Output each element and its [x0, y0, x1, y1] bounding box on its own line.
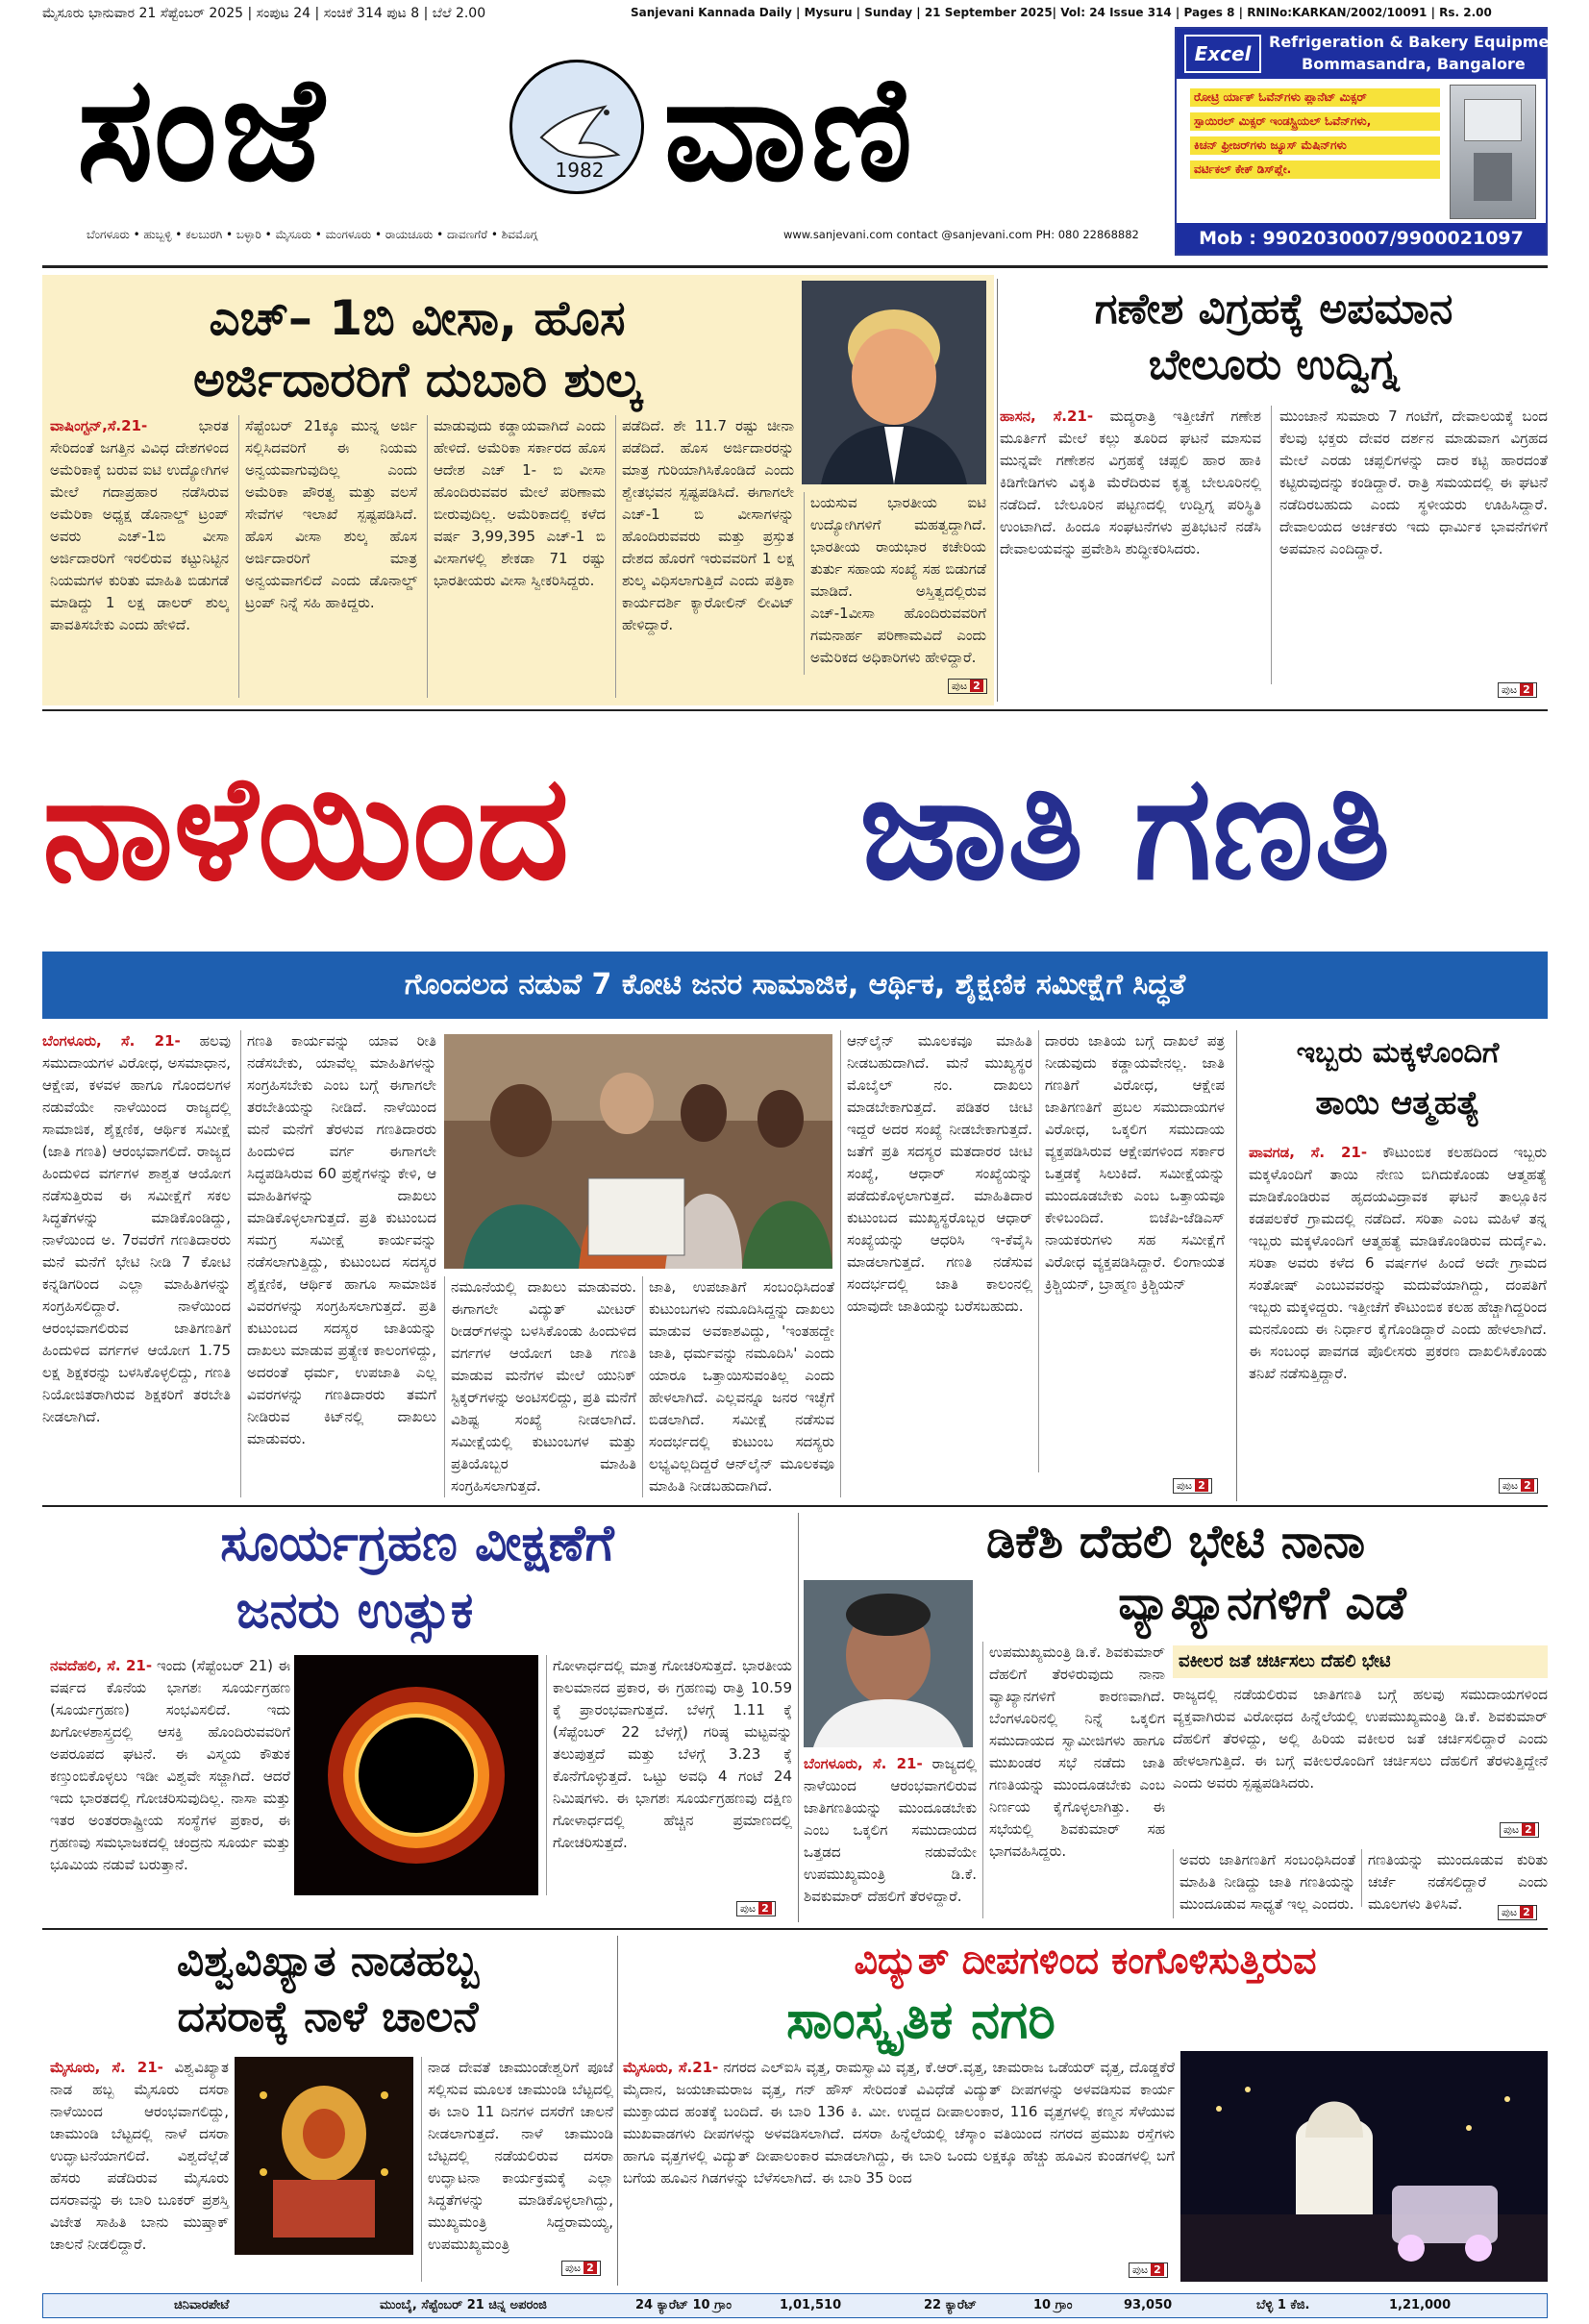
eclipse-page-num: 2 [758, 1902, 772, 1915]
ad-mobile: Mob : 9902030007/9900021097 [1177, 223, 1546, 254]
ad-machine-image [1450, 85, 1536, 219]
lead-top-rule [42, 709, 1548, 711]
dasara-col-1-text: ವಿಶ್ವವಿಖ್ಯಾತ ನಾಡ ಹಬ್ಬ ಮೈಸೂರು ದಸರಾ ನಾಳೆಯಿಂದ ಆರಂಭವಾಗಲಿದ್ದು, ಚಾಮುಂಡಿ ಬೆಟ್ಟದಲ್ಲಿ ನಾಳೆ ದಸರಾ ಉದ್ಘಾಟನೆಯಾಗಲಿದೆ. ವಿಶ್ವದೆಲ್ಲೆಡೆ ಹೆಸರು ಪಡೆದಿರುವ ಮೈಸೂರು ದಸರಾವನ್ನು ಈ ಬಾರಿ ಬೂಕರ್ ಪ್ರಶಸ್ತಿ ವಿಜೇತ ಸಾಹಿತಿ ಬಾನು ಮುಷ್ತಾಕ್ ಚಾಲನೆ ನೀಡಲಿದ್ದಾರೆ. [50, 2059, 229, 2253]
ad-top[interactable] [1175, 27, 1568, 256]
eclipse-headline-line-1 [42, 1511, 792, 1576]
lead-headline-part-2: ಜಾತಿ ಗಣತಿ [859, 745, 1391, 912]
visa-headline-1: ಎಚ್‌– 1ಬಿ ವೀಸಾ, ಹೊಸ [209, 290, 626, 346]
dasara-dateline: ಮೈಸೂರು, ಸೆ. 21- [50, 2059, 163, 2076]
dk-headline-1: ಡಿಕೆಶಿ ದೆಹಲಿ ಭೇಟಿ ನಾನಾ [985, 1515, 1366, 1569]
lead-col-1-text: ಹಲವು ಸಮುದಾಯಗಳ ವಿರೋಧ, ಅಸಮಾಧಾನ, ಆಕ್ಷೇಪ, ಕಳವಳ ಹಾಗೂ ಗೊಂದಲಗಳ ನಡುವೆಯೇ ನಾಳೆಯಿಂದ ರಾಜ್ಯದಲ್ಲಿ ಸಾಮಾಜಿಕ, ಶೈಕ್ಷಣಿಕ, ಆರ್ಥಿಕ ಸಮೀಕ್ಷೆ (ಜಾತಿ ಗಣತಿ) ಆರಂಭವಾಗಲಿದೆ. ರಾಜ್ಯದ ಹಿಂದುಳಿದ ವರ್ಗಗಳ ಶಾಶ್ವತ ಆಯೋಗ ನಡೆಸುತ್ತಿರುವ ಈ ಸಮೀಕ್ಷೆಗೆ ಸಕಲ ಸಿದ್ಧತೆಗಳನ್ನು ಮಾಡಿಕೊಂಡಿದ್ದು, ನಾಳೆಯಿಂದ ಅ. 7ರವರೆಗೆ ಗಣತಿದಾರರು ಮನೆ ಮನೆಗೆ ಭೇಟಿ ನೀಡಿ 7 ಕೋಟಿ ಕನ್ನಡಿಗರಿಂದ ಎಲ್ಲಾ ಮಾಹಿತಿಗಳನ್ನು ಸಂಗ್ರಹಿಸಲಿದ್ದಾರೆ. ನಾಳೆಯಿಂದ ಆರಂಭವಾಗಲಿರುವ ಜಾತಿಗಣತಿಗೆ ಹಿಂದುಳಿದ ವರ್ಗಗಳ ಆಯೋಗ 1.75 ಲಕ್ಷ ಶಿಕ್ಷಕರನ್ನು ಬಳಸಿಕೊಳ್ಳಲಿದ್ದು, ಗಣತಿ ನಿಯೋಜಿತರಾಗಿರುವ ಶಿಕ್ಷಕರಿಗೆ ತರಬೇತಿ ನೀಡಲಾಗಿದೆ. [42, 1032, 231, 1425]
dk-sidebar-title: ವಕೀಲರ ಜತೆ ಚರ್ಚಿಸಲು ದೆಹಲಿ ಭೇಟಿ [1173, 1645, 1548, 1678]
lead-headline-part-1: ನಾಳೆಯಿಂದ [42, 745, 570, 912]
trump-photo [802, 281, 986, 484]
lower-vertical-rule [798, 1513, 799, 1922]
ganesha-headline-2: ಬೇಲೂರು ಉದ್ವಿಗ್ನ [1148, 340, 1400, 389]
bullion-footer [42, 2293, 1548, 2318]
lead-col-6: ದಾರರು ಜಾತಿಯ ಬಗ್ಗೆ ದಾಖಲೆ ಪತ್ರ ನೀಡುವುದು ಕಡ್ಡಾಯವೇನಲ್ಲ. ಜಾತಿ ಗಣತಿಗೆ ವಿರೋಧ, ಆಕ್ಷೇಪ ಜಾತಿಗಣತಿಗೆ ಪ್ರಬಲ ಸಮುದಾಯಗಳ ವಿರೋಧ, ಒಕ್ಕಲಿಗ ಸಮುದಾಯ ವ್ಯಕ್ತಪಡಿಸಿರುವ ಆಕ್ಷೇಪಗಳಿಂದ ಸರ್ಕಾರ ಒತ್ತಡಕ್ಕೆ ಸಿಲುಕಿದೆ. ಸಮೀಕ್ಷೆಯನ್ನು ಮುಂದೂಡಬೇಕು ಎಂಬ ಒತ್ತಾಯವೂ ಕೇಳಿಬಂದಿದೆ. ಬಿಜೆಪಿ-ಜೆಡಿಎಸ್ ನಾಯಕರುಗಳು ಸಹ ಸಮೀಕ್ಷೆಗೆ ವಿರೋಧ ವ್ಯಕ್ತಪಡಿಸಿದ್ದಾರೆ. ಲಿಂಗಾಯತ ಕ್ರಿಶ್ಚಿಯನ್, ಬ್ರಾಹ್ಮಣ ಕ್ರಿಶ್ಚಿಯನ್ [1038, 1030, 1225, 1472]
top-vertical-rule [997, 279, 998, 702]
ganesha-page-num: 2 [1520, 683, 1533, 696]
dk-sidebar-page-ref: ಪುಟ [1503, 1823, 1520, 1836]
lead-col-3: ನಮೂನೆಯಲ್ಲಿ ದಾಖಲು ಮಾಡುವರು. ಈಗಾಗಲೇ ವಿದ್ಯುತ್ ಮೀಟರ್ ರೀಡರ್‌ಗಳನ್ನು ಬಳಸಿಕೊಂಡು ಹಿಂದುಳಿದ ವರ್ಗಗಳ ಆಯೋಗ ಜಾತಿ ಗಣತಿ ಮಾಡುವ ಮನೆಗಳ ಮೇಲೆ ಯುನಿಕ್ ಸ್ಟಿಕ್ಕರ್‌ಗಳನ್ನು ಅಂಟಿಸಲಿದ್ದು, ಪ್ರತಿ ಮನೆಗೆ ವಿಶಿಷ್ಟ ಸಂಖ್ಯೆ ನೀಡಲಾಗಿದೆ. ಸಮೀಕ್ಷೆಯಲ್ಲಿ ಕುಟುಂಬಗಳ ಮತ್ತು ಪ್ರತಿಯೊಬ್ಬರ ಮಾಹಿತಿ ಸಂಗ್ರಹಿಸಲಾಗುತ್ತದೆ. [444, 1276, 636, 1497]
visa-page-num: 2 [970, 680, 983, 692]
bullion-22k: 22 ಕ್ಯಾರೆಟ್ [924, 2298, 977, 2312]
illuminated-mysuru-photo [1180, 2051, 1548, 2282]
dk-col-3: ಅವರು ಜಾತಿಗಣತಿಗೆ ಸಂಬಂಧಿಸಿದಂತೆ ಮಾಹಿತಿ ನೀಡಿದ್ದು ಜಾತಿ ಗಣತಿಯನ್ನು ಮುಂದೂಡುವ ಸಾಧ್ಯತೆ ಇಲ್ಲ ಎಂದರು. [1173, 1849, 1355, 1918]
ad-line-1: ರೋಟ್ರಿ ರ್ಯಾಕ್ ಓವೆನ್‌ಗಳು ಪ್ಲಾನೆಟ್ ಮಿಕ್ಸರ್ [1190, 88, 1440, 107]
masthead-dateline: ಮೈಸೂರು ಭಾನುವಾರ 21 ಸೆಪ್ಟೆಂಬರ್ 2025 | ಸಂಪುಟ 24 | ಸಂಚಿಕೆ 314 ಪುಟ 8 | ಬೆಲೆ 2.00 [42, 6, 486, 21]
visa-col-3: ಮಾಡುವುದು ಕಡ್ಡಾಯವಾಗಿದೆ ಎಂದು ಹೇಳಿದೆ. ಅಮೆರಿಕಾ ಸರ್ಕಾರದ ಹೊಸ ಆದೇಶ ಎಚ್ 1- ಬಿ ವೀಸಾ ಹೊಂದಿರುವವರ ಮೇಲೆ ಪರಿಣಾಮ ಬೀರುವುದಿಲ್ಲ. ಅಮೆರಿಕಾದಲ್ಲಿ ಕಳೆದ ವರ್ಷ 3,99,395 ಎಚ್-1 ಬಿ ವೀಸಾಗಳಲ್ಲಿ ಶೇಕಡಾ 71 ರಷ್ಟು ಭಾರತೀಯರು ವೀಸಾ ಸ್ವೀಕರಿಸಿದ್ದರು. [427, 415, 606, 698]
dk-page-ref: ಪುಟ [1502, 1906, 1518, 1918]
lead-subhead: ಗೊಂದಲದ ನಡುವೆ 7 ಕೋಟಿ ಜನರ ಸಾಮಾಜಿಕ, ಆರ್ಥಿಕ, ಶೈಕ್ಷಣಿಕ ಸಮೀಕ್ಷೆಗೆ ಸಿದ್ಧತೆ [42, 952, 1548, 1019]
ad-line-3: ಕಿಚನ್ ಫ್ರೀಜರ್‌ಗಳು ಜ್ಯೂಸ್ ಮೆಷಿನ್‌ಗಳು [1190, 136, 1440, 155]
visa-headline-2: ಅರ್ಜಿದಾರರಿಗೆ ದುಬಾರಿ ಶುಲ್ಕ [193, 352, 641, 408]
bottom-vertical-rule [617, 1936, 618, 2286]
lead-body [42, 1030, 1225, 1501]
ad-heading-1: Refrigeration & Bakery Equipment [1269, 33, 1568, 51]
visa-col-2: ಸೆಪ್ಟೆಂಬರ್ 21ಕ್ಕೂ ಮುನ್ನ ಅರ್ಜಿ ಸಲ್ಲಿಸಿದವರಿಗೆ ಈ ನಿಯಮ ಅನ್ವಯವಾಗುವುದಿಲ್ಲ ಎಂದು ಅಮೆರಿಕಾ ಪೌರತ್ವ ಮತ್ತು ವಲಸೆ ಸೇವೆಗಳ ಇಲಾಖೆ ಸ್ಪಷ್ಟಪಡಿಸಿದೆ. ಹೊಸ ವೀಸಾ ಶುಲ್ಕ ಹೊಸ ಅರ್ಜಿದಾರರಿಗೆ ಮಾತ್ರ ಅನ್ವಯವಾಗಲಿದೆ ಎಂದು ಡೊನಾಲ್ಡ್ ಟ್ರಂಪ್ ನಿನ್ನೆ ಸಹಿ ಹಾಕಿದ್ದರು. [238, 415, 417, 698]
lights-dateline: ಮೈಸೂರು, ಸೆ.21- [623, 2059, 719, 2076]
ganesha-col-1 [1000, 406, 1261, 698]
bullion-city-date: ಮುಂಬೈ, ಸೆಪ್ಟೆಂಬರ್ 21 ಚಿನ್ನ ಅಪರಂಜಿ [380, 2298, 547, 2312]
visa-page-ref: ಪುಟ [952, 680, 968, 692]
story-dasara [42, 1934, 613, 2286]
lead-col-5: ಆನ್‌ಲೈನ್ ಮೂಲಕವೂ ಮಾಹಿತಿ ನೀಡಬಹುದಾಗಿದೆ. ಮನೆ ಮುಖ್ಯಸ್ಥರ ಮೊಬೈಲ್ ನಂ. ದಾಖಲು ಮಾಡಬೇಕಾಗುತ್ತದೆ. ಪಡಿತರ ಚೀಟಿ ಇದ್ದರೆ ಅದರ ಸಂಖ್ಯೆ ನೀಡಬೇಕಾಗುತ್ತದೆ. ಜತೆಗೆ ಪ್ರತಿ ಸದಸ್ಯರ ಮತದಾರರ ಚೀಟಿ ಸಂಖ್ಯೆ, ಆಧಾರ್ ಸಂಖ್ಯೆಯನ್ನು ಪಡೆದುಕೊಳ್ಳಲಾಗುತ್ತದೆ. ಮಾಹಿತಿದಾರ ಕುಟುಂಬದ ಮುಖ್ಯಸ್ಥರೊಬ್ಬರ ಆಧಾರ್ ಸಂಖ್ಯೆಯನ್ನು ಆಧರಿಸಿ ಇ-ಕೆವೈಸಿ ಮಾಡಲಾಗುತ್ತದೆ. ಗಣತಿ ನಡೆಸುವ ಸಂದರ್ಭದಲ್ಲಿ ಜಾತಿ ಕಾಲಂನಲ್ಲಿ ಯಾವುದೇ ಜಾತಿಯನ್ನು ಬರೆಸಬಹುದು. [840, 1030, 1032, 1497]
story-suicide [1236, 1030, 1548, 1501]
dk-col-2: ಉಪಮುಖ್ಯಮಂತ್ರಿ ಡಿ.ಕೆ. ಶಿವಕುಮಾರ್ ದೆಹಲಿಗೆ ತೆರಳಿರುವುದು ನಾನಾ ವ್ಯಾಖ್ಯಾನಗಳಿಗೆ ಕಾರಣವಾಗಿದೆ. ಬೆಂಗಳೂರಿನಲ್ಲಿ ನಿನ್ನೆ ಒಕ್ಕಲಿಗ ಸಮುದಾಯದ ಸ್ವಾಮೀಜಿಗಳು ಹಾಗೂ ಮುಖಂಡರ ಸಭೆ ನಡೆದು ಜಾತಿ ಗಣತಿಯನ್ನು ಮುಂದೂಡಬೇಕು ಎಂಬ ನಿರ್ಣಯ ಕೈಗೊಳ್ಳಲಾಗಿತ್ತು. ಈ ಸಭೆಯಲ್ಲಿ ಶಿವಕುಮಾರ್ ಸಹ ಭಾಗವಹಿಸಿದ್ದರು. [982, 1642, 1165, 1918]
lights-body-text: ನಗರದ ಎಲ್‌ಐಸಿ ವೃತ್ತ, ರಾಮಸ್ವಾಮಿ ವೃತ್ತ, ಕೆ.ಆರ್.ವೃತ್ತ, ಚಾಮರಾಜ ಒಡೆಯರ್ ವೃತ್ತ, ದೊಡ್ಡಕೆರೆ ಮೈದಾನ, ಜಯಚಾಮರಾಜ ವೃತ್ತ, ಗನ್ ಹೌಸ್ ಸೇರಿದಂತೆ ವಿವಿಧೆಡೆ ವಿದ್ಯುತ್ ದೀಪಗಳನ್ನು ಅಳವಡಿಸುವ ಕಾರ್ಯ ಮುಕ್ತಾಯದ ಹಂತಕ್ಕೆ ಬಂದಿದೆ. ಈ ಬಾರಿ 136 ಕಿ. ಮೀ. ಉದ್ದದ ದೀಪಾಲಂಕಾರ, 116 ವೃತ್ತಗಳಲ್ಲಿ ಕಣ್ಮನ ಸೆಳೆಯುವ ಮುಖವಾಡಗಳು ದೀಪಗಳನ್ನು ಅಳವಡಿಸಲಾಗಿದೆ. ದಸರಾ ಹಿನ್ನೆಲೆಯಲ್ಲಿ ಚೆಸ್ಕಾಂ ವತಿಯಿಂದ ನಗರದ ಪ್ರಮುಖ ರಸ್ತೆಗಳು ಹಾಗೂ ವೃತ್ತಗಳಲ್ಲಿ ವಿದ್ಯುತ್ ದೀಪಾಲಂಕಾರ ಮಾಡಲಾಗಿದ್ದು, ಈ ಬಾರಿ ಒಂದು ಲಕ್ಷಕ್ಕೂ ಹೆಚ್ಚು ಹೂವಿನ ಕುಂಡಗಳಲ್ಲಿ ಬಗೆ ಬಗೆಯ ಹೂವಿನ ಗಿಡಗಳನ್ನು ಬೆಳೆಸಲಾಗಿದೆ. ಈ ಬಾರಿ 35 ರಿಂದ [623, 2059, 1175, 2187]
story-visa [42, 275, 994, 705]
lead-col-2-text: ಗಣತಿ ಕಾರ್ಯವನ್ನು ಯಾವ ರೀತಿ ನಡೆಸಬೇಕು, ಯಾವೆಲ್ಲ ಮಾಹಿತಿಗಳನ್ನು ಸಂಗ್ರಹಿಸಬೇಕು ಎಂಬ ಬಗ್ಗೆ ಈಗಾಗಲೇ ತರಬೇತಿಯನ್ನು ನೀಡಿದೆ. ನಾಳೆಯಿಂದ ಮನೆ ಮನೆಗೆ ತೆರಳುವ ಗಣತಿದಾರರು ಹಿಂದುಳಿದ ವರ್ಗ ಈಗಾಗಲೇ ಸಿದ್ಧಪಡಿಸಿರುವ 60 ಪ್ರಶ್ನೆಗಳನ್ನು ಕೇಳಿ, ಆ ಮಾಹಿತಿಗಳನ್ನು ದಾಖಲು ಮಾಡಿಕೊಳ್ಳಲಾಗುತ್ತದೆ. ಪ್ರತಿ ಕುಟುಂಬದ ಸಮಗ್ರ ಸಮೀಕ್ಷೆ ಕಾರ್ಯವನ್ನು ನಡೆಸಲಾಗುತ್ತಿದ್ದು, ಕುಟುಂಬದ ಸದಸ್ಯರ ಶೈಕ್ಷಣಿಕ, ಆರ್ಥಿಕ ಹಾಗೂ ಸಾಮಾಜಿಕ ವಿವರಗಳನ್ನು ಸಂಗ್ರಹಿಸಲಾಗುತ್ತದೆ. ಪ್ರತಿ ಕುಟುಂಬದ ಸದಸ್ಯರ ಜಾತಿಯನ್ನು ದಾಖಲು ಮಾಡುವ ಪ್ರತ್ಯೇಕ ಕಾಲಂಗಳಿದ್ದು, ಅದರಂತೆ ಧರ್ಮ, ಉಪಜಾತಿ ಎಲ್ಲ ವಿವರಗಳನ್ನು ಗಣತಿದಾರರು ತಮಗೆ ನೀಡಿರುವ ಕಿಟ್‌ನಲ್ಲಿ ದಾಖಲು ಮಾಡುವರು. [247, 1032, 436, 1447]
suicide-page-num: 2 [1521, 1479, 1534, 1492]
story-ganesha [1000, 275, 1548, 705]
visa-col-4: ಪಡೆದಿದೆ. ಶೇ 11.7 ರಷ್ಟು ಚೀನಾ ಪಡೆದಿದೆ. ಹೊಸ ಅರ್ಜಿದಾರರನ್ನು ಮಾತ್ರ ಗುರಿಯಾಗಿಸಿಕೊಂಡಿದೆ ಎಂದು ಶ್ವೇತಭವನ ಸ್ಪಷ್ಟಪಡಿಸಿದೆ. ಈಗಾಗಲೇ ಎಚ್-1 ಬಿ ವೀಸಾಗಳನ್ನು ಹೊಂದಿರುವವರು ಮತ್ತು ಪ್ರಸ್ತುತ ದೇಶದ ಹೊರಗೆ ಇರುವವರಿಗೆ 1 ಲಕ್ಷ ಶುಲ್ಕ ವಿಧಿಸಲಾಗುತ್ತಿದೆ ಎಂದು ಪತ್ರಿಕಾ ಕಾರ್ಯದರ್ಶಿ ಕ್ಯಾರೋಲಿನ್ ಲೀವಿಟ್ ಹೇಳಿದ್ದಾರೆ. [615, 415, 794, 698]
suicide-headline-1: ಇಬ್ಬರು ಮಕ್ಕಳೊಂದಿಗೆ [1296, 1036, 1500, 1070]
ganesha-headline-1: ಗಣೇಶ ವಿಗ್ರಹಕ್ಕೆ ಅಪಮಾನ [1094, 284, 1453, 334]
dasara-col-2: ನಾಡ ದೇವತೆ ಚಾಮುಂಡೇಶ್ವರಿಗೆ ಪೂಜೆ ಸಲ್ಲಿಸುವ ಮೂಲಕ ಚಾಮುಂಡಿ ಬೆಟ್ಟದಲ್ಲಿ ಈ ಬಾರಿ 11 ದಿನಗಳ ದಸರೆಗೆ ಚಾಲನೆ ನೀಡಲಾಗುತ್ತದೆ. ನಾಳೆ ಚಾಮುಂಡಿ ಬೆಟ್ಟದಲ್ಲಿ ನಡೆಯಲಿರುವ ದಸರಾ ಉದ್ಘಾಟನಾ ಕಾರ್ಯಕ್ರಮಕ್ಕೆ ಎಲ್ಲಾ ಸಿದ್ಧತೆಗಳನ್ನು ಮಾಡಿಕೊಳ್ಳಲಾಗಿದ್ದು, ಮುಖ್ಯಮಂತ್ರಿ ಸಿದ್ದರಾಮಯ್ಯ, ಉಪಮುಖ್ಯಮಂತ್ರಿ [421, 2057, 613, 2282]
bullion-silver-price: 1,21,000 [1389, 2298, 1452, 2312]
suicide-headline-2: ತಾಯಿ ಆತ್ಮಹತ್ಯೆ [1315, 1084, 1480, 1123]
suicide-dateline: ಪಾವಗಡ, ಸೆ. 21- [1249, 1144, 1368, 1161]
lead-dateline: ಬೆಂಗಳೂರು, ಸೆ. 21- [42, 1032, 181, 1050]
suicide-body-text: ಕೌಟುಂಬಿಕ ಕಲಹದಿಂದ ಇಬ್ಬರು ಮಕ್ಕಳೊಂದಿಗೆ ತಾಯಿ ನೇಣು ಬಿಗಿದುಕೊಂಡು ಆತ್ಮಹತ್ಯೆ ಮಾಡಿಕೊಂಡಿರುವ ಹೃದಯವಿದ್ರಾವಕ ಘಟನೆ ತಾಲ್ಲೂಕಿನ ಕಡಪಲಕೆರೆ ಗ್ರಾಮದಲ್ಲಿ ನಡೆದಿದೆ. ಸರಿತಾ ಎಂಬ ಮಹಿಳೆ ತನ್ನ ಇಬ್ಬರು ಮಕ್ಕಳೊಂದಿಗೆ ಆತ್ಮಹತ್ಯೆ ಮಾಡಿಕೊಂಡಿರುವ ದುರ್ದೈವಿ. ಸರಿತಾ ಅವರು ಕಳೆದ 6 ವರ್ಷಗಳ ಹಿಂದೆ ಅದೇ ಗ್ರಾಮದ ಸಂತೋಷ್ ಎಂಬುವವರನ್ನು ಮದುವೆಯಾಗಿದ್ದು, ದಂಪತಿಗೆ ಇಬ್ಬರು ಮಕ್ಕಳಿದ್ದರು. ಇತ್ತೀಚೆಗೆ ಕೌಟುಂಬಿಕ ಕಲಹ ಹೆಚ್ಚಾಗಿದ್ದರಿಂದ ಮನನೊಂದು ಈ ನಿರ್ಧಾರ ಕೈಗೊಂಡಿದ್ದಾರೆ ಎಂದು ಹೇಳಲಾಗಿದೆ. ಈ ಸಂಬಂಧ ಪಾವಗಡ ಪೊಲೀಸರು ಪ್ರಕರಣ ದಾಖಲಿಸಿಕೊಂಡು ತನಿಖೆ ನಡೆಸುತ್ತಿದ್ದಾರೆ. [1249, 1144, 1547, 1382]
dk-photo [804, 1580, 973, 1747]
dk-headline-2: ವ್ಯಾಖ್ಯಾನಗಳಿಗೆ ಎಡೆ [1118, 1576, 1406, 1630]
lights-page-num: 2 [1151, 2263, 1164, 2276]
lead-page-ref: ಪುಟ [1177, 1479, 1193, 1492]
dk-dateline: ಬೆಂಗಳೂರು, ಸೆ. 21- [804, 1755, 923, 1772]
masthead-editions: ಬೆಂಗಳೂರು • ಹುಬ್ಬಳ್ಳಿ • ಕಲಬುರಗಿ • ಬಳ್ಳಾರಿ • ಮೈಸೂರು • ಮಂಗಳೂರು • ರಾಯಚೂರು • ದಾವಣಗೆರೆ • ಶಿವಮೊಗ್ಗ [87, 228, 538, 241]
masthead-year: 1982 [555, 159, 605, 182]
lead-col-4: ಜಾತಿ, ಉಪಜಾತಿಗೆ ಸಂಬಂಧಿಸಿದಂತೆ ಕುಟುಂಬಗಳು ನಮೂದಿಸಿದ್ದನ್ನು ದಾಖಲು ಮಾಡುವ ಅವಕಾಶವಿದ್ದು, 'ಇಂತಹದ್ದೇ ಜಾತಿ, ಧರ್ಮವನ್ನು ನಮೂದಿಸಿ' ಎಂದು ಯಾರೂ ಒತ್ತಾಯಿಸುವಂತಿಲ್ಲ ಎಂದು ಹೇಳಲಾಗಿದೆ. ಎಲ್ಲವನ್ನೂ ಜನರ ಇಚ್ಛೆಗೆ ಬಿಡಲಾಗಿದೆ. ಸಮೀಕ್ಷೆ ನಡೆಸುವ ಸಂದರ್ಭದಲ್ಲಿ ಕುಟುಂಬ ಸದಸ್ಯರು ಲಭ್ಯವಿಲ್ಲದಿದ್ದರೆ ಆನ್‌ಲೈನ್ ಮೂಲಕವೂ ಮಾಹಿತಿ ನೀಡಬಹುದಾಗಿದೆ. [642, 1276, 834, 1497]
ganesha-page-ref: ಪುಟ [1502, 683, 1518, 696]
lights-headline-2: ಸಾಂಸ್ಕೃತಿಕ ನಗರಿ [786, 1990, 1055, 2050]
visa-dateline: ವಾಷಿಂಗ್ಟನ್,ಸೆ.21- [50, 417, 148, 434]
lead-continued-tag[interactable] [1173, 1478, 1212, 1494]
ganesha-col-2: ಮುಂಜಾನೆ ಸುಮಾರು 7 ಗಂಟೆಗೆ, ದೇವಾಲಯಕ್ಕೆ ಬಂದ ಕೆಲವು ಭಕ್ತರು ದೇವರ ದರ್ಶನ ಮಾಡುವಾಗ ವಿಗ್ರಹದ ಮೇಲೆ ಎರಡು ಚಪ್ಪಲಿಗಳನ್ನು ದಾರ ಕಟ್ಟಿ ಹಾರದಂತೆ ಕಟ್ಟಿರುವುದನ್ನು ಕಂಡಿದ್ದಾರೆ. ರಾತ್ರಿ ಸಮಯದಲ್ಲಿ ಈ ಘಟನೆ ನಡೆದಿರಬಹುದು ಎಂದು ಸ್ಥಳೀಯರು ಊಹಿಸಿದ್ದಾರೆ. ದೇವಾಲಯದ ಅರ್ಚಕರು ಇದು ಧಾರ್ಮಿಕ ಭಾವನೆಗಳಿಗೆ ಅಪಮಾನ ಎಂದಿದ್ದಾರೆ. [1271, 406, 1548, 684]
lights-headline-1: ವಿದ್ಯುತ್ ದೀಪಗಳಿಂದ ಕಂಗೊಳಿಸುತ್ತಿರುವ [854, 1940, 1317, 1982]
eclipse-headline-word-2: ವೀಕ್ಷಣೆಗೆ [474, 1515, 614, 1572]
story-eclipse [42, 1511, 792, 1924]
dasara-headline-1: ವಿಶ್ವವಿಖ್ಯಾತ ನಾಡಹಬ್ಬ [176, 1937, 480, 1986]
visa-col-1 [50, 415, 229, 698]
eclipse-col-2: ಗೋಳಾರ್ಧದಲ್ಲಿ ಮಾತ್ರ ಗೋಚರಿಸುತ್ತದೆ. ಭಾರತೀಯ ಕಾಲಮಾನದ ಪ್ರಕಾರ, ಈ ಗ್ರಹಣವು ರಾತ್ರಿ 10.59 ಕ್ಕೆ ಪ್ರಾರಂಭವಾಗುತ್ತದೆ. ಬೆಳಗ್ಗೆ 1.11 ಕ್ಕೆ (ಸೆಪ್ಟೆಂಬರ್ 22 ಬೆಳಗ್ಗೆ) ಗರಿಷ್ಠ ಮಟ್ಟವನ್ನು ತಲುಪುತ್ತದೆ ಮತ್ತು ಬೆಳಗ್ಗೆ 3.23 ಕ್ಕೆ ಕೊನೆಗೊಳ್ಳುತ್ತದೆ. ಒಟ್ಟು ಅವಧಿ 4 ಗಂಟೆ 24 ನಿಮಿಷಗಳು. ಈ ಭಾಗಶಃ ಸೂರ್ಯಗ್ರಹಣವು ದಕ್ಷಿಣ ಗೋಳಾರ್ಧದಲ್ಲಿ ಹೆಚ್ಚಿನ ಪ್ರಮಾಣದಲ್ಲಿ ಗೋಚರಿಸುತ್ತದೆ. [546, 1655, 792, 1895]
visa-col-5: ಬಯಸುವ ಭಾರತೀಯ ಐಟಿ ಉದ್ಯೋಗಿಗಳಿಗೆ ಮಹತ್ವದ್ದಾಗಿದೆ. ಭಾರತೀಯ ರಾಯಭಾರ ಕಚೇರಿಯ ತುರ್ತು ಸಹಾಯ ಸಂಖ್ಯೆ ಸಹ ಬಿಡುಗಡೆ ಮಾಡಿದೆ. ಅಸ್ತಿತ್ವದಲ್ಲಿರುವ ಎಚ್-1ವೀಸಾ ಹೊಂದಿರುವವರಿಗೆ ಗಮನಾರ್ಹ ಪರಿಣಾಮವಿದೆ ಎಂದು ಅಮೆರಿಕದ ಅಧಿಕಾರಿಗಳು ಹೇಳಿದ್ದಾರೆ. [804, 492, 986, 675]
bullion-22k-unit: 10 ಗ್ರಾಂ [1033, 2298, 1073, 2312]
ad-heading-2: Bommasandra, Bangalore [1302, 55, 1526, 73]
dasara-continued-tag[interactable] [561, 2261, 601, 2276]
lead-col-1 [42, 1030, 231, 1497]
middle-rule [42, 1505, 1548, 1507]
ad-line-2: ಸ್ಪಾಯಿರಲ್ ಮಿಕ್ಸರ್ ಇಂಡಸ್ಟ್ರಿಯಲ್ ಓವೆನ್‌ಗಳು, [1190, 112, 1440, 131]
suicide-body [1249, 1142, 1547, 1472]
lead-col-2 [240, 1030, 436, 1497]
eclipse-col-1-text: ಇಂದು (ಸೆಪ್ಟೆಂಬರ್ 21) ಈ ವರ್ಷದ ಕೊನೆಯ ಭಾಗಶಃ ಸೂರ್ಯಗ್ರಹಣ (ಸೂರ್ಯಗ್ರಹಣ) ಸಂಭವಿಸಲಿದೆ. ಇದು ಖಗೋಳಶಾಸ್ತ್ರದಲ್ಲಿ ಆಸಕ್ತಿ ಹೊಂದಿರುವವರಿಗೆ ಅಪರೂಪದ ಘಟನೆ. ಈ ವಿಸ್ಮಯ ಕೌತುಕ ಕಣ್ತುಂಬಿಕೊಳ್ಳಲು ಇಡೀ ವಿಶ್ವವೇ ಸಜ್ಜಾಗಿದೆ. ಆದರೆ ಇದು ಭಾರತದಲ್ಲಿ ಗೋಚರಿಸುವುದಿಲ್ಲ. ನಾಸಾ ಮತ್ತು ಇತರ ಅಂತರರಾಷ್ಟ್ರೀಯ ಸಂಸ್ಥೆಗಳ ಪ್ರಕಾರ, ಈ ಗ್ರಹಣವು ಸಮಭಾಜಕದಲ್ಲಿ ಚಂದ್ರನು ಸೂರ್ಯ ಮತ್ತು ಭೂಮಿಯ ನಡುವೆ ಬರುತ್ತಾನೆ. [50, 1657, 290, 1873]
dasara-page-num: 2 [583, 2262, 597, 2274]
ganesha-col-1-text: ಮದ್ಯರಾತ್ರಿ ಇತ್ತೀಚೆಗೆ ಗಣೇಶ ಮೂರ್ತಿಗೆ ಮೇಲೆ ಕಲ್ಲು ತೂರಿದ ಘಟನೆ ಮಾಸುವ ಮುನ್ನವೇ ಗಣೇಶನ ವಿಗ್ರಹಕ್ಕೆ ಚಪ್ಪಲಿ ಹಾರ ಹಾಕಿ ಕಿಡಿಗೇಡಿಗಳು ವಿಕೃತಿ ಮೆರೆದಿರುವ ಕೃತ್ಯ ಬೇಲೂರಿನಲ್ಲಿ ನಡೆದಿದೆ. ಬೇಲೂರಿನ ಪಟ್ಟಣದಲ್ಲಿ ಉದ್ವಿಗ್ನ ಪರಿಸ್ಥಿತಿ ಉಂಟಾಗಿದೆ. ಹಿಂದೂ ಸಂಘಟನೆಗಳು ಪ್ರತಿಭಟನೆ ನಡೆಸಿ ದೇವಾಲಯವನ್ನು ಪ್ರವೇಶಿಸಿ ಶುದ್ಧೀಕರಿಸಿದರು. [1000, 408, 1261, 557]
eclipse-continued-tag[interactable] [736, 1901, 776, 1916]
bullion-22k-price: 93,050 [1124, 2298, 1173, 2312]
dk-sidebar-body: ರಾಜ್ಯದಲ್ಲಿ ನಡೆಯಲಿರುವ ಜಾತಿಗಣತಿ ಬಗ್ಗೆ ಹಲವು ಸಮುದಾಯಗಳಿಂದ ವ್ಯಕ್ತವಾಗಿರುವ ವಿರೋಧದ ಹಿನ್ನೆಲೆಯಲ್ಲಿ ಉಪಮುಖ್ಯಮಂತ್ರಿ ಡಿ.ಕೆ. ಶಿವಕುಮಾರ್ ದೆಹಲಿಗೆ ತೆರಳಿದ್ದು, ಅಲ್ಲಿ ಹಿರಿಯ ವಕೀಲರ ಜತೆ ಚರ್ಚಿಸಲಿದ್ದಾರೆ ಎಂದು ಹೇಳಲಾಗುತ್ತಿದೆ. ಈ ಬಗ್ಗೆ ವಕೀಲರೊಂದಿಗೆ ಚರ್ಚಿಸಲು ದೆಹಲಿಗೆ ತೆರಳುತ್ತಿದ್ದೇನೆ ಎಂದು ಅವರು ಸ್ಪಷ್ಟಪಡಿಸಿದರು. [1173, 1686, 1548, 1792]
ganesha-dateline: ಹಾಸನ, ಸೆ.21- [1000, 408, 1094, 425]
suicide-page-ref: ಪುಟ [1502, 1479, 1519, 1492]
suicide-continued-tag[interactable] [1499, 1478, 1538, 1494]
masthead-title [77, 38, 1144, 221]
dasara-col-1 [50, 2057, 229, 2282]
visa-col-1-text: ಭಾರತ ಸೇರಿದಂತೆ ಜಗತ್ತಿನ ವಿವಿಧ ದೇಶಗಳಿಂದ ಅಮೆರಿಕಾಕ್ಕೆ ಬರುವ ಐಟಿ ಉದ್ಯೋಗಿಗಳ ಮೇಲೆ ಗದಾಪ್ರಹಾರ ನಡೆಸಿರುವ ಅಮೆರಿಕಾ ಅಧ್ಯಕ್ಷ ಡೊನಾಲ್ಡ್ ಟ್ರಂಪ್ ಅವರು ಎಚ್-1ಬಿ ವೀಸಾ ಅರ್ಜಿದಾರರಿಗೆ ಇರಲಿರುವ ಕಟ್ಟುನಿಟ್ಟಿನ ನಿಯಮಗಳ ಕುರಿತು ಮಾಹಿತಿ ಬಿಡುಗಡೆ ಮಾಡಿದ್ದು 1 ಲಕ್ಷ ಡಾಲರ್ ಶುಲ್ಕ ಪಾವತಿಸಬೇಕು ಎಂದು ಹೇಳಿದೆ. [50, 417, 229, 633]
eclipse-headline-line-2: ಜನರು ಉತ್ಸುಕ [236, 1582, 474, 1640]
lights-continued-tag[interactable] [1129, 2262, 1168, 2278]
ad-line-4: ವರ್ಟಿಕಲ್ ಕೇಕ್ ಡಿಸ್‌ಪ್ಲೇ. [1190, 161, 1440, 179]
ad-header [1177, 29, 1568, 79]
eclipse-dateline: ನವದೆಹಲಿ, ಸೆ. 21- [50, 1657, 153, 1674]
masthead [0, 0, 1589, 260]
dk-sidebar [1173, 1645, 1548, 1838]
excel-logo: Excel [1184, 35, 1261, 73]
dk-col-4: ಗಣತಿಯನ್ನು ಮುಂದೂಡುವ ಕುರಿತು ಚರ್ಚೆ ನಡೆಸಲಿದ್ದಾರೆ ಎಂದು ಮೂಲಗಳು ತಿಳಿಸಿವೆ. [1361, 1849, 1548, 1907]
bullion-silver: ಬೆಳ್ಳಿ 1 ಕೆಜಿ. [1256, 2298, 1310, 2312]
ganesha-continued-tag[interactable] [1498, 682, 1537, 698]
masthead-title-right: ವಾಣಿ [663, 46, 917, 213]
eclipse-photo [294, 1655, 538, 1895]
bullion-24k-price: 1,01,510 [780, 2298, 842, 2312]
dk-col-1-text: ರಾಜ್ಯದಲ್ಲಿ ನಾಳೆಯಿಂದ ಆರಂಭವಾಗಲಿರುವ ಜಾತಿಗಣತಿಯನ್ನು ಮುಂದೂಡಬೇಕು ಎಂಬ ಒಕ್ಕಲಿಗ ಸಮುದಾಯದ ಒತ್ತಡದ ನಡುವೆಯೇ ಉಪಮುಖ್ಯಮಂತ್ರಿ ಡಿ.ಕೆ. ಶಿವಕುಮಾರ್ ದೆಹಲಿಗೆ ತೆರಳಿದ್ದಾರೆ. [804, 1755, 977, 1905]
eclipse-page-ref: ಪುಟ [740, 1902, 757, 1915]
masthead-rule [42, 265, 1548, 268]
chamundeshwari-photo [235, 2057, 413, 2255]
eclipse-col-1 [50, 1655, 290, 1920]
caste-census-photo [444, 1034, 832, 1269]
lead-headline [42, 715, 1548, 946]
bullion-label: ಚಿನಿವಾರಪೇಟೆ [174, 2298, 230, 2312]
visa-continued-tag[interactable] [948, 679, 987, 694]
dk-continued-tag[interactable] [1498, 1905, 1537, 1920]
dk-page-num: 2 [1520, 1906, 1533, 1918]
dove-logo [509, 60, 644, 194]
lights-page-ref: ಪುಟ [1132, 2263, 1149, 2276]
story-lights [623, 1934, 1548, 2286]
story-dk [804, 1511, 1548, 1924]
lights-body [623, 2057, 1175, 2282]
ad-body [1190, 88, 1440, 179]
dasara-headline-2: ದಸರಾಕ್ಕೆ ನಾಳೆ ಚಾಲನೆ [177, 1992, 479, 2041]
eclipse-headline-word-1: ಸೂರ್ಯಗ್ರಹಣ [220, 1515, 458, 1572]
masthead-contact: www.sanjevani.com contact @sanjevani.com PH: 080 22868882 [783, 228, 1139, 241]
bullion-24k: 24 ಕ್ಯಾರೆಟ್ 10 ಗ್ರಾಂ [635, 2298, 732, 2312]
dk-sidebar-continued-tag[interactable] [1500, 1822, 1539, 1838]
masthead-title-left: ಸಂಜೆ [77, 46, 328, 213]
lower-rule [42, 1928, 1548, 1930]
lead-page-num: 2 [1195, 1479, 1208, 1492]
masthead-english-line: Sanjevani Kannada Daily | Mysuru | Sunday | 21 September 2025| Vol: 24 Issue 314 | Pages 8 | RNINo:KARKAN/2002/10091 | Rs. 2.00 [631, 6, 1492, 19]
dk-sidebar-page-num: 2 [1522, 1823, 1535, 1836]
dasara-page-ref: ಪುಟ [565, 2262, 582, 2274]
dk-col-1 [804, 1753, 977, 1918]
